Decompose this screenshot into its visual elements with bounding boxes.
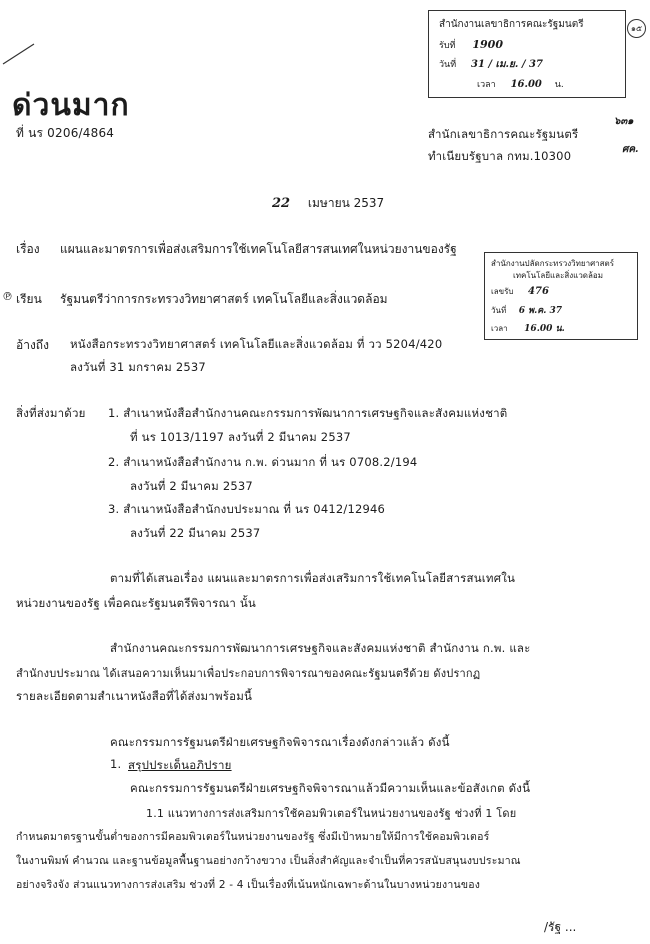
stamp-time-value: 16.00 — [510, 79, 542, 90]
ministry-time-value: 16.00 น. — [524, 324, 565, 334]
section-line: ในงานพิมพ์ คำนวณ และฐานข้อมูลพื้นฐานอย่างกว้างขวาง เป็นสิ่งสำคัญและจำเป็นที่ควรสนับสนุนงบประมาณ — [16, 855, 521, 867]
enclosure-item: ที่ นร 1013/1197 ลงวันที่ 2 มีนาคม 2537 — [130, 430, 351, 444]
stamp-receipt-number: 1900 — [472, 38, 503, 51]
date-month-year: เมษายน 2537 — [307, 196, 385, 210]
stamp-time-unit: น. — [554, 80, 564, 90]
stamp-title: สำนักงานเลขาธิการคณะรัฐมนตรี — [439, 19, 584, 30]
sender-line-1: สำนักเลขาธิการคณะรัฐมนตรี — [428, 127, 579, 141]
paragraph-line: สำนักงานคณะกรรมการพัฒนาการเศรษฐกิจและสังคมแห่งชาติ สำนักงาน ก.พ. และ — [110, 641, 531, 655]
ref-line-1: หนังสือกระทรวงวิทยาศาสตร์ เทคโนโลยีและสิ่งแวดล้อม ที่ วว 5204/420 — [70, 337, 443, 351]
cabinet-receipt-stamp — [428, 10, 626, 98]
enclosure-item: 3. สำเนาหนังสือสำนักงบประมาณ ที่ นร 0412/12946 — [108, 502, 386, 516]
stamp-receipt-row — [439, 38, 503, 52]
margin-note-2: ศค. — [622, 144, 639, 155]
ref-line-2: ลงวันที่ 31 มกราคม 2537 — [70, 360, 206, 374]
stamp-time-label: เวลา — [477, 80, 496, 90]
section-number: 1. — [110, 757, 122, 771]
to-text: รัฐมนตรีว่าการกระทรวงวิทยาศาสตร์ เทคโนโลยีและสิ่งแวดล้อม — [60, 292, 388, 306]
ministry-date-label: วันที่ — [491, 306, 507, 315]
to-marker: ℗ — [2, 290, 13, 303]
paragraph-line: สำนักงบประมาณ ได้เสนอความเห็นมาเพื่อประกอบการพิจารณาของคณะรัฐมนตรีด้วย ดังปรากฏ — [16, 667, 481, 680]
enclosure-item: 1. สำเนาหนังสือสำนักงานคณะกรรมการพัฒนาการเศรษฐกิจและสังคมแห่งชาติ — [108, 406, 508, 420]
ministry-stamp-line-2: เทคโนโลยีและสิ่งแวดล้อม — [513, 271, 603, 280]
ministry-stamp-line-1: สำนักงานปลัดกระทรวงวิทยาศาสตร์ — [491, 259, 615, 268]
ministry-date-row — [491, 303, 562, 317]
ministry-receipt-row — [491, 285, 549, 298]
paragraph-line: รายละเอียดตามสำเนาหนังสือที่ได้ส่งมาพร้อมนี้ — [16, 689, 253, 703]
stamp-date-row — [439, 57, 543, 72]
urgency-heading: ด่วนมาก — [12, 88, 130, 123]
paragraph-line: คณะกรรมการรัฐมนตรีฝ่ายเศรษฐกิจพิจารณาเรื่องดังกล่าวแล้ว ดังนี้ — [110, 735, 450, 749]
ministry-receipt-stamp — [484, 252, 638, 340]
ministry-time-row — [491, 321, 565, 335]
ref-label: อ้างถึง — [16, 338, 49, 352]
stamp-receipt-label: รับที่ — [439, 41, 456, 51]
section-intro: คณะกรรมการรัฐมนตรีฝ่ายเศรษฐกิจพิจารณาแล้วมีความเห็นและข้อสังเกต ดังนี้ — [130, 781, 531, 795]
to-label: เรียน — [16, 292, 42, 306]
subject-text: แผนและมาตรการเพื่อส่งเสริมการใช้เทคโนโลยีสารสนเทศในหน่วยงานของรัฐ — [60, 242, 457, 256]
page-continuation: /รัฐ ... — [544, 920, 577, 934]
section-title: สรุปประเด็นอภิปราย — [128, 758, 232, 772]
paragraph-line: ตามที่ได้เสนอเรื่อง แผนและมาตรการเพื่อส่งเสริมการใช้เทคโนโลยีสารสนเทศใน — [110, 571, 516, 585]
stamp-date-value: 31 / เม.ย. / 37 — [471, 59, 543, 70]
date-line — [272, 194, 384, 213]
pen-stroke-mark — [0, 38, 40, 68]
margin-note-1: ๖๓๑ — [614, 116, 634, 127]
enclosure-item: ลงวันที่ 2 มีนาคม 2537 — [130, 479, 253, 493]
stamp-time-row — [477, 77, 564, 91]
section-line: อย่างจริงจัง ส่วนแนวทางการส่งเสริม ช่วงที่ 2 - 4 เป็นเรื่องที่เน้นหนักเฉพาะด้านในบางหน่วยงานของ — [16, 879, 481, 891]
ministry-receipt-number: 476 — [528, 286, 549, 297]
enclosure-label: สิ่งที่ส่งมาด้วย — [16, 406, 86, 420]
stamp-circle-text: ๑๕ — [630, 24, 643, 33]
paragraph-line: หน่วยงานของรัฐ เพื่อคณะรัฐมนตรีพิจารณา นั้น — [16, 596, 256, 610]
section-line: กำหนดมาตรฐานขั้นต่ำของการมีคอมพิวเตอร์ในหน่วยงานของรัฐ ซึ่งมีเป้าหมายให้มีการใช้คอมพิวเตอร์ — [16, 831, 490, 843]
ministry-receipt-label: เลขรับ — [491, 287, 514, 296]
section-line: 1.1 แนวทางการส่งเสริมการใช้คอมพิวเตอร์ในหน่วยงานของรัฐ ช่วงที่ 1 โดย — [146, 807, 517, 820]
ministry-date-value: 6 พ.ค. 37 — [518, 306, 563, 316]
stamp-circle-number — [627, 19, 646, 38]
stamp-date-label: วันที่ — [439, 60, 457, 70]
sender-line-2: ทำเนียบรัฐบาล กทม.10300 — [428, 149, 572, 163]
ministry-time-label: เวลา — [491, 324, 508, 333]
enclosure-item: ลงวันที่ 22 มีนาคม 2537 — [130, 526, 261, 540]
enclosure-item: 2. สำเนาหนังสือสำนักงาน ก.พ. ด่วนมาก ที่ นร 0708.2/194 — [108, 455, 418, 469]
document-number: ที่ นร 0206/4864 — [16, 126, 115, 140]
subject-label: เรื่อง — [16, 242, 40, 256]
date-day: 22 — [272, 196, 291, 211]
